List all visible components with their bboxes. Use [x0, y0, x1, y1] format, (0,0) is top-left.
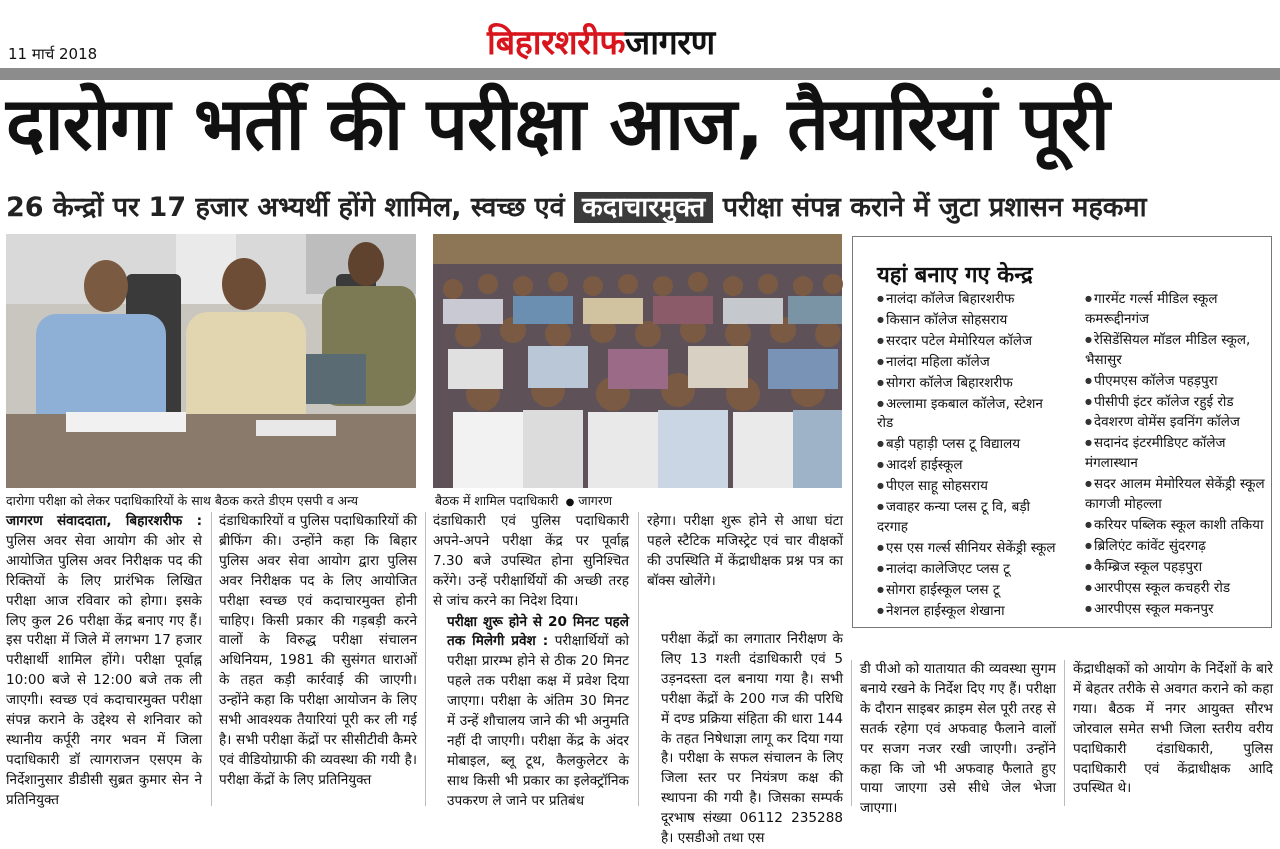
list-item: ● पीएमएस कॉलेज पहड़पुरा: [1085, 371, 1265, 392]
list-item: ● देवशरण वोमेंस इवनिंग कॉलेज: [1085, 412, 1265, 433]
paragraph-text: परीक्षार्थियों को परीक्षा प्रारम्भ होने से ठीक 20 मिनट पहले तक परीक्षा कक्ष में प्रवेश दिया जाएगा। परीक्षा के अंतिम 30 मिनट में उन्हें शौचालय जाने की भी अनुमति नहीं दी जाएगी। परीक्षा केंद्र के अंदर मोबाइल, ब्लू टूथ, कैलकुलेटर के साथ किसी भी प्रकार का इलेक्ट्रॉनिक उपकरण ले जाने पर प्रतिबंध: [447, 633, 630, 809]
list-item: ● सोगरा कॉलेज बिहारशरीफ: [877, 373, 1062, 394]
date: 11 मार्च 2018: [8, 45, 98, 63]
subhead-highlight: कदाचारमुक्त: [574, 192, 713, 223]
audience-photo: [433, 234, 842, 488]
meeting-photo-caption: दारोगा परीक्षा को लेकर पदाधिकारियों के साथ बैठक करते डीएम एसपी व अन्य: [6, 493, 358, 508]
article-column-3: [433, 512, 630, 809]
photo-credit: जागरण: [578, 493, 612, 508]
list-item: ● नेशनल हाईस्कूल शेखाना: [877, 601, 1062, 622]
list-item: ● पीएल साहू सोहसराय: [877, 476, 1062, 497]
paragraph: [6, 512, 202, 811]
list-item: ● आदर्श हाईस्कूल: [877, 455, 1062, 476]
list-item: ● नालंदा कालेजिएट प्लस टू: [877, 559, 1062, 580]
article-column-6: [860, 660, 1056, 817]
subhead-end: परीक्षा संपन्न कराने में जुटा प्रशासन महकमा: [722, 192, 1147, 223]
subheadline: [6, 190, 1274, 225]
article-column-2: [219, 512, 417, 806]
list-item: ● सदर आलम मेमोरियल सेकेंड्री स्कूल कागजी मोहल्ला: [1085, 474, 1265, 515]
article-column-7: [1073, 660, 1273, 806]
paragraph: दंडाधिकारियों व पुलिस पदाधिकारियों की ब्रीफिंग की। उन्होंने कहा कि बिहार पुलिस अवर सेवा आयोग द्वारा पुलिस अवर निरीक्षक पद के लिए आयोजित परीक्षा स्वच्छ एवं कदाचारमुक्त होनी चाहिए। किसी प्रकार की गड़बड़ी करने वालों के विरुद्ध परीक्षा संचालन अधिनियम, 1981 की सुसंगत धाराओं के तहत कड़ी कार्रवाई की जाएगी। उन्होंने कहा कि परीक्षा आयोजन के लिए सभी आवश्यक तैयारियां पूरी कर ली गई है। सभी परीक्षा केंद्रों पर सीसीटीवी कैमरे एवं वीडियोग्राफी की व्यवस्था की गयी है। परीक्षा केंद्रों के लिए प्रतिनियुक्त: [219, 513, 417, 788]
article-column-4: [647, 512, 843, 630]
list-item: ● रेसिडेंसियल मॉडल मीडिल स्कूल, भैसासुर: [1085, 330, 1265, 371]
paragraph: रहेगा। परीक्षा शुरू होने से आधा घंटा पहले स्टैटिक मजिस्ट्रेट एवं चार वीक्षकों की उपस्थिति में केंद्राधीक्षक प्रश्न पत्र का बॉक्स खोलेंगे।: [647, 513, 843, 589]
centres-box: [852, 236, 1272, 628]
byline: जागरण संवाददाता, बिहारशरीफ :: [6, 513, 202, 529]
list-item: ● एस एस गर्ल्स सीनियर सेकेंड्री स्कूल: [877, 538, 1062, 559]
header-rule: [0, 68, 1280, 80]
list-item: ● नालंदा कॉलेज बिहारशरीफ: [877, 289, 1062, 310]
headline: दारोगा भर्ती की परीक्षा आज, तैयारियां पूरी: [6, 82, 1109, 167]
section-subhead: परीक्षा शुरू होने से 20 मिनट पहले तक मिलेगी प्रवेश :: [447, 613, 629, 650]
audience-photo-caption: [435, 492, 612, 509]
list-item: ● बड़ी पहाड़ी प्लस टू विद्यालय: [877, 434, 1062, 455]
list-item: ● आरपीएस स्कूल मकनपुर: [1085, 599, 1265, 620]
caption-text: बैठक में शामिल पदाधिकारी: [435, 493, 559, 508]
paragraph-text: पुलिस अवर सेवा आयोग की ओर से आयोजित पुलिस अवर निरीक्षक पद की रिक्तियों के लिए प्रारंभिक लिखित परीक्षा आज रविवार को होगा। इसके लिए कुल 26 परीक्षा केंद्र बनाए गए हैं। इस परीक्षा में जिले में लगभग 17 हजार परीक्षार्थी शामिल होंगे। परीक्षा पूर्वाह्न 10:00 बजे से 12:00 बजे तक ली जाएगी। स्वच्छ एवं कदाचारमुक्त परीक्षा संपन्न कराने के उद्देश्य से शनिवार को स्थानीय कर्पूरी नगर भवन में जिला पदाधिकारी डॉ त्यागराजन एसएम के निर्देशानुसार डीडीसी सुब्रत कुमार सेन ने प्रतिनियुक्त: [6, 532, 202, 808]
list-item: ● कैम्ब्रिज स्कूल पहड़पुरा: [1085, 557, 1265, 578]
paragraph: डी पीओ को यातायात की व्यवस्था सुगम बनाये रखने के निर्देश दिए गए हैं। परीक्षा के दौरान साइबर क्राइम सेल पूरी तरह से सतर्क रहेगा एवं अफवाह फैलाने वालों पर सजग नजर रखी जाएगी। उन्होंने कहा कि जो भी अफवाह फैलाते हुए पाया जाएगा उसे सीधे जेल भेजा जाएगा।: [860, 661, 1056, 817]
list-item: ● सोगरा हाईस्कूल प्लस टू: [877, 580, 1062, 601]
column-divider: [211, 512, 212, 806]
list-item: ● करियर पब्लिक स्कूल काशी तकिया: [1085, 515, 1265, 536]
list-item: ● ब्रिलिएंट कांवेंट सुंदरगढ़: [1085, 536, 1265, 557]
paragraph: केंद्राधीक्षकों को आयोग के निर्देशों के बारे में बेहतर तरीके से अवगत कराने को कहा गया। बैठक में नगर आयुक्त सौरभ जोरवाल समेत सभी जिला स्तरीय वरीय पदाधिकारी दंडाधिकारी, पुलिस पदाधिकारी एवं केंद्राधीक्षक आदि उपस्थित थे।: [1073, 661, 1273, 797]
centres-list-right: [1085, 289, 1265, 620]
list-item: ● नालंदा महिला कॉलेज: [877, 352, 1062, 373]
column-divider: [638, 512, 639, 806]
list-item: ● सदानंद इंटरमीडिएट कॉलेज मंगलास्थान: [1085, 433, 1265, 474]
list-item: ● किसान कॉलेज सोहसराय: [877, 310, 1062, 331]
article-column-1: [6, 512, 202, 806]
list-item: ● गारमेंट गर्ल्स मीडिल स्कूल कमरूद्दीनगंज: [1085, 289, 1265, 330]
list-item: ● अल्लामा इकबाल कॉलेज, स्टेशन रोड: [877, 394, 1062, 435]
paragraph: परीक्षा केंद्रों का लगातार निरीक्षण के लिए 13 गश्ती दंडाधिकारी एवं 5 उड़नदस्ता दल बनाया गया है। सभी परीक्षा केंद्रों के 200 गज की परिधि में दण्ड प्रक्रिया संहिता की धारा 144 के तहत निषेधाज्ञा लागू कर दिया गया है। परीक्षा के सफल संचालन के लिए जिला स्तर पर नियंत्रण कक्ष की स्थापना की गयी है। जिसका सम्पर्क दूरभाष संख्या 06112 235288 है। एसडीओ तथा एस: [661, 631, 843, 847]
column-divider: [425, 512, 426, 806]
column-divider: [1064, 660, 1065, 806]
list-item: ● पीसीपी इंटर कॉलेज रहुई रोड: [1085, 392, 1265, 413]
paragraph: [433, 613, 629, 812]
list-item: ● सरदार पटेल मेमोरियल कॉलेज: [877, 331, 1062, 352]
article-column-5: [647, 630, 843, 847]
bullet-icon: ●: [562, 497, 575, 508]
list-item: ● आरपीएस स्कूल कचहरी रोड: [1085, 578, 1265, 599]
centres-list-left: [877, 289, 1062, 622]
masthead: [487, 23, 715, 63]
audience-photo-drawing: [433, 234, 842, 488]
list-item: ● जवाहर कन्या प्लस टू वि, बड़ी दरगाह: [877, 497, 1062, 538]
meeting-photo: [6, 234, 416, 488]
meeting-photo-drawing: [6, 234, 416, 488]
subhead-start: 26 केन्द्रों पर 17 हजार अभ्यर्थी होंगे शामिल, स्वच्छ एवं: [6, 192, 565, 223]
column-divider: [851, 660, 852, 806]
masthead-city: बिहारशरीफ: [487, 23, 626, 63]
centres-box-title: यहां बनाए गए केन्द्र: [877, 263, 1033, 288]
masthead-brand: जागरण: [625, 23, 715, 63]
paragraph: दंडाधिकारी एवं पुलिस पदाधिकारी अपने-अपने परीक्षा केंद्र पर पूर्वाह्न 7.30 बजे उपस्थित होना सुनिश्चित करेंगे। उन्हें परीक्षार्थियों की अच्छी तरह से जांच करने का निदेश दिया।: [433, 513, 629, 609]
